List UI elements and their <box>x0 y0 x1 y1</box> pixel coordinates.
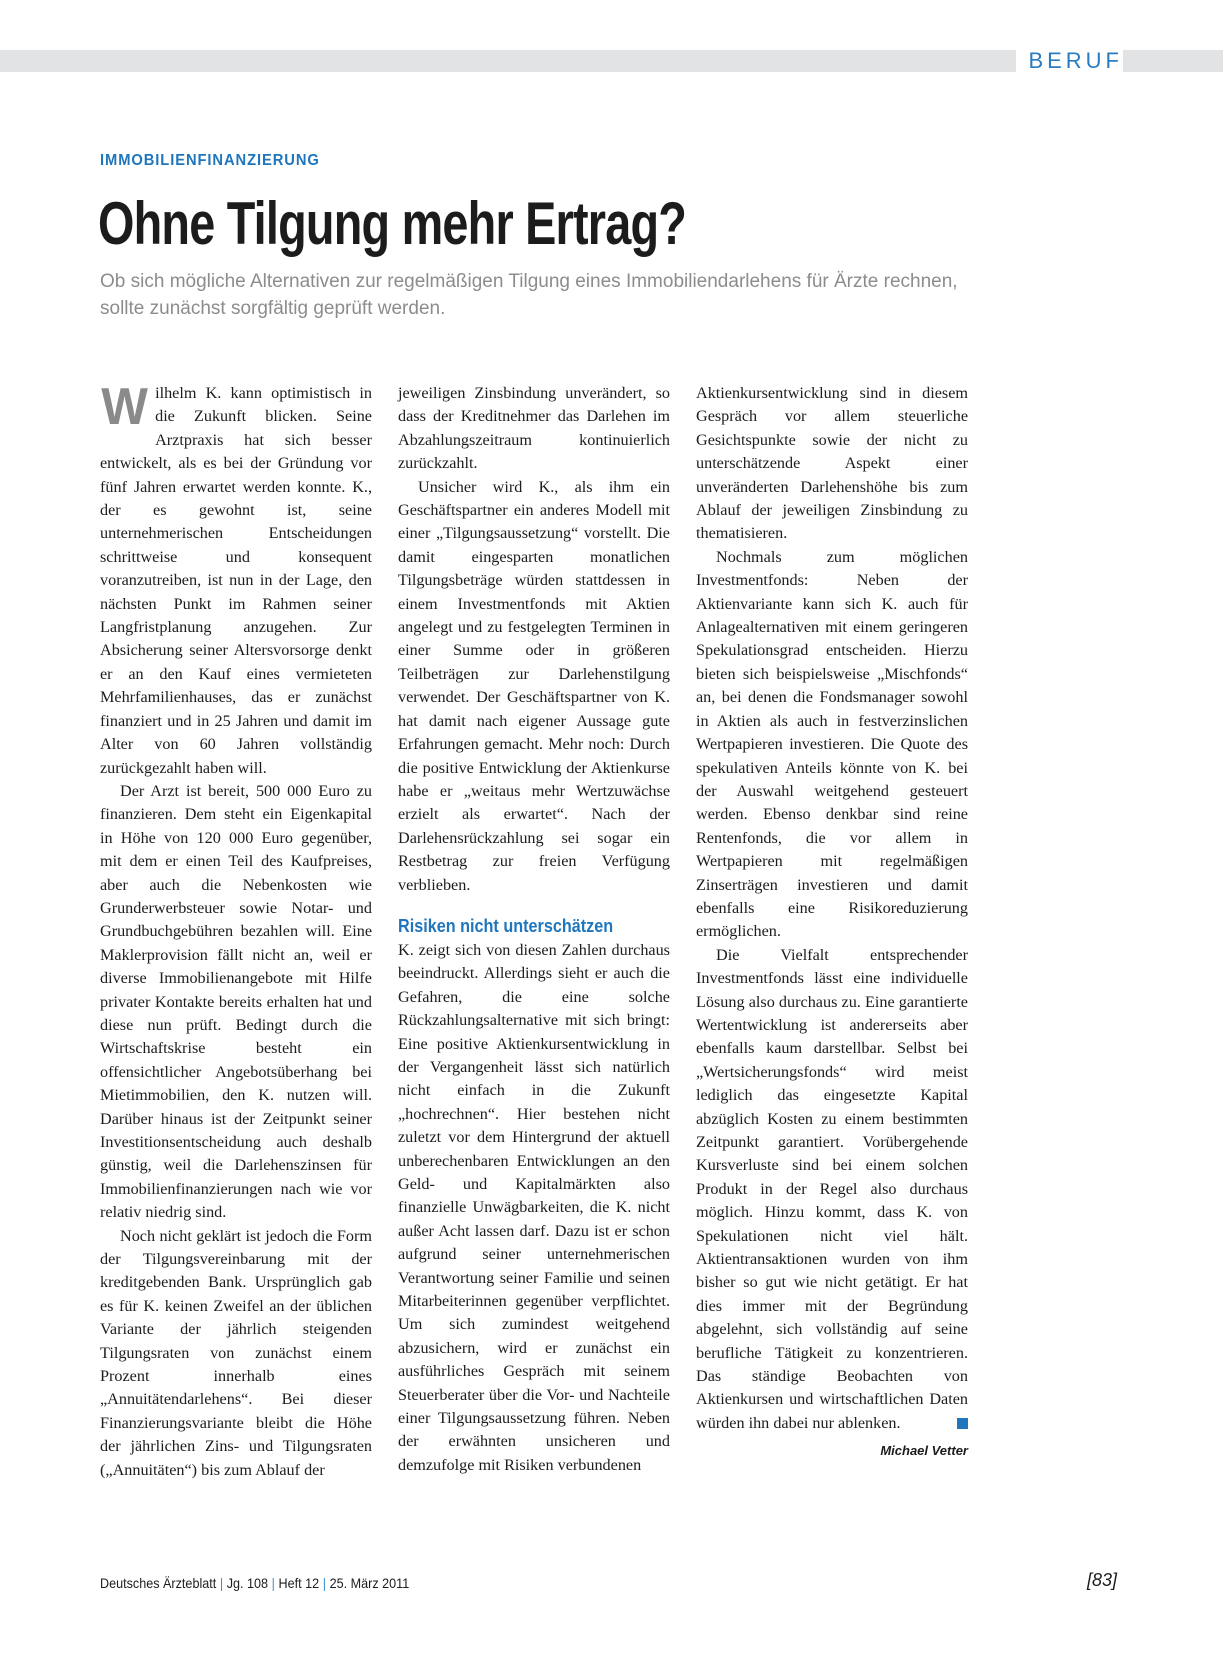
footer-publication: Deutsches Ärzteblatt <box>100 1575 217 1591</box>
paragraph-5: K. zeigt sich von diesen Zahlen durchaus beeindruckt. Allerdings sieht er auch die Gefahren, die eine solche Rückzahlungsalternative mit sich bringt: Eine positive Aktienkursentwicklung in der Vergangenheit lässt sich natürlich nicht einfach in die Zukunft „hochrechnen“. Hier bestehen nicht zuletzt vor dem Hintergrund der aktuell unberechenbaren Entwicklungen an den Geld- und Kapitalmärkten also finanzielle Unwägbarkeiten, die K. nicht außer Acht lassen darf. Dazu ist er schon aufgrund seiner unternehmerischen Verantwortung seiner Familie und seinen Mitarbeiterinnen gegenüber verpflichtet. Um sich zumindest weitgehend abzusichern, wird er zunächst ein ausführliches Gespräch mit seinem Steuerberater über die Vor- und Nachteile einer Tilgungsaussetzung führen. Neben der erwähnten unsicheren und demzufolge mit Risiken verbundenen <box>398 940 670 1474</box>
page-footer <box>100 1575 409 1591</box>
footer-separator: | <box>322 1575 327 1591</box>
footer-volume: Jg. 108 <box>226 1575 269 1591</box>
paragraph-5-continued: Aktienkursentwicklung sind in diesem Gespräch vor allem steuerliche Gesichtspunkte sowie der nicht zu unterschätzende Aspekt einer unveränderten Darlehenshöhe bis zum Ablauf der jeweiligen Zinsbindung zu thematisieren. <box>696 384 968 543</box>
paragraph-3-continued: jeweiligen Zinsbindung unverändert, so dass der Kreditnehmer das Darlehen im Abzahlungszeitraum kontinuierlich zurückzahlt. <box>398 384 670 473</box>
footer-issue: Heft 12 <box>278 1575 320 1591</box>
article-column-2 <box>398 382 670 1477</box>
article-column-3 <box>696 382 968 1463</box>
author-byline: Michael Vetter <box>880 1443 968 1459</box>
end-mark-icon <box>957 1418 968 1429</box>
article-lead: Ob sich mögliche Alternativen zur regelmäßigen Tilgung eines Immobiliendarlehens für Ärzte rechnen, sollte zunächst sorgfältig geprüft werden. <box>100 271 958 319</box>
paragraph-1-text: ilhelm K. kann optimistisch in die Zukunft blicken. Seine Arztpraxis hat sich besser entwickelt, als es bei der Gründung vor fünf Jahren erwartet werden konnte. K., der es gewohnt ist, seine unternehmerischen Entscheidungen schrittweise und konsequent voranzutreiben, ist nun in der Lage, den nächsten Punkt im Rahmen seiner Langfristplanung anzugehen. Zur Absicherung seiner Altersvorsorge denkt er an den Kauf eines vermieteten Mehrfamilienhauses, das er zunächst finanziert und in 25 Jahren und damit im Alter von 60 Jahren vollständig zurückgezahlt haben will. <box>100 384 372 777</box>
paragraph-7 <box>696 944 968 1436</box>
article-column-1 <box>100 378 372 1482</box>
paragraph-6: Nochmals zum möglichen Investmentfonds: Neben der Aktienvariante kann sich K. auch für Anlagealternativen mit einem geringeren Spekulationsgrad entscheiden. Hierzu bieten sich beispielsweise „Mischfonds“ an, bei denen die Fondsmanager sowohl in Aktien als auch in festverzinslichen Wertpapieren investieren. Die Quote des spekulativen Anteils könnte von K. bei der Auswahl weitgehend gesteuert werden. Ebenso denkbar sind reine Rentenfonds, die vor allem in Wertpapieren mit regelmäßigen Zinserträgen investieren und damit ebenfalls eine Risikoreduzierung ermöglichen. <box>696 547 968 941</box>
section-subheading: Risiken nicht unterschätzen <box>398 915 614 936</box>
paragraph-3: Noch nicht geklärt ist jedoch die Form der Tilgungsvereinbarung mit der kreditgebenden Bank. Ursprünglich gab es für K. keinen Zweifel an der üblichen Variante der jährlich steigenden Tilgungsraten von zunächst einem Prozent innerhalb eines „Annuitätendarlehens“. Bei dieser Finanzierungsvariante bleibt die Höhe der jährlichen Zins- und Tilgungsraten („Annuitäten“) bis zum Ablauf der <box>100 1226 372 1479</box>
footer-separator: | <box>271 1575 275 1591</box>
page-number: [83] <box>1086 1570 1117 1590</box>
paragraph-2: Der Arzt ist bereit, 500 000 Euro zu finanzieren. Dem steht ein Eigenkapital in Höhe von 120 000 Euro gegenüber, mit dem er einen Teil des Kaufpreises, aber auch die Nebenkosten wie Grunderwerbsteuer sowie Notar- und Grundbuchgebühren bezahlen will. Eine Maklerprovision fällt nicht an, weil er diverse Immobilienangebote mit Hilfe privater Kontakte bereits erhalten hat und diese nun prüft. Bedingt durch die Wirtschaftskrise besteht ein offensichtlicher Angebotsüberhang bei Mietimmobilien, den K. nutzen will. Darüber hinaus ist der Zeitpunkt seiner Investitionsentscheidung auch deshalb günstig, weil die Darlehenszinsen für Immobilienfinanzierungen nach wie vor relativ niedrig sind. <box>100 781 372 1222</box>
drop-cap: W <box>101 378 148 436</box>
footer-separator: | <box>219 1575 224 1591</box>
article-title: Ohne Tilgung mehr Ertrag? <box>98 190 687 257</box>
paragraph-4: Unsicher wird K., als ihm ein Geschäftspartner ein anderes Modell mit einer „Tilgungsaussetzung“ vorstellt. Die damit eingesparten monatlichen Tilgungsbeträge würden stattdessen in einem Investmentfonds mit Aktien angelegt und zu festgelegten Terminen in einer Summe oder in größeren Teilbeträgen zur Darlehenstilgung verwendet. Der Geschäftspartner von K. hat damit nach eigener Aussage gute Erfahrungen gemacht. Mehr noch: Durch die positive Entwicklung der Aktienkurse habe er „weitaus mehr Wertzuwächse erzielt als erwartet“. Nach der Darlehensrückzahlung sei sogar ein Restbetrag zur freien Verfügung verblieben. <box>398 477 670 894</box>
paragraph-7-text: Die Vielfalt entsprechender Investmentfonds lässt eine individuelle Lösung also durchaus zu. Eine garantierte Wertentwicklung ist andererseits aber ebenfalls kaum darstellbar. Selbst bei „Wertsicherungsfonds“ wird meist lediglich das eingesetzte Kapital abzüglich Kosten zu einem bestimmten Zeitpunkt garantiert. Vorübergehende Kursverluste sind bei einem solchen Produkt in der Regel also durchaus möglich. Hinzu kommt, dass K. von Spekulationen nicht viel hält. Aktientransaktionen wurden von ihm bisher so gut wie nicht getätigt. Er hat dies immer mit der Begründung abgelehnt, sich vollständig auf seine berufliche Tätigkeit zu konzentrieren. Das ständige Beobachten von Aktienkursen und wirtschaftlichen Daten würden ihn dabei nur ablenken. <box>696 945 968 1432</box>
footer-date: 25. März 2011 <box>329 1575 410 1591</box>
section-label: BERUF <box>1016 46 1123 76</box>
article-kicker: IMMOBILIENFINANZIERUNG <box>100 152 320 169</box>
paragraph-1 <box>100 378 372 780</box>
